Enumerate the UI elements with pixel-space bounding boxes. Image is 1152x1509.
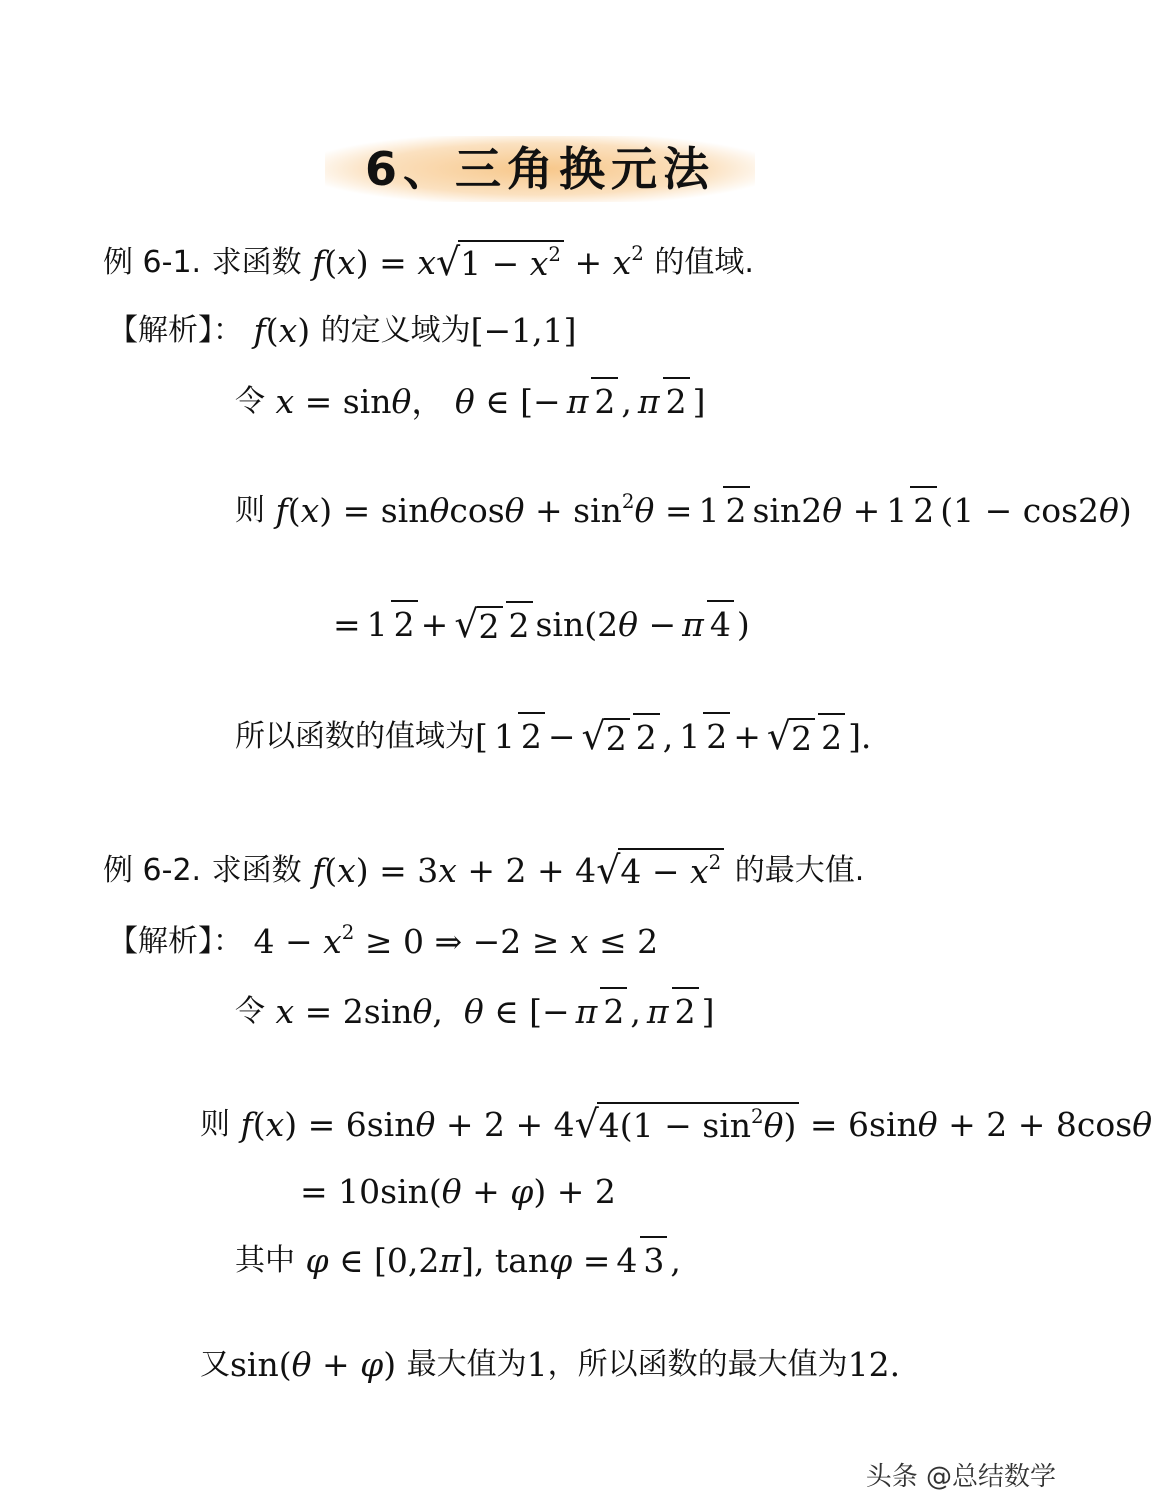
example-6-1-statement: 例 6-1. 求函数 f(x) = x $√1 - x^2$ + $x^2$ 的值域. [103,240,754,284]
example-label: 例 6-1. [103,244,202,280]
example-prompt: 求函数 [211,852,302,888]
example-prompt: 求函数 [211,244,302,280]
solution-6-1-line1: 【解析】： f(x) 的定义域为 [−1,1] [108,311,577,350]
solution-6-2-line1: 【解析】： $4 - x^2 \ge 0$ ⇒ −2 ≥ x ≤ 2 [108,921,659,961]
example-tail: 的最大值. [734,852,865,888]
solution-6-2-phi: 其中 φ ∈ [0,2π], tanφ = 4 3 , [235,1244,681,1277]
solution-6-1-substitution: 令 x = sinθ， θ ∈ [− π 2 , π 2 ] [235,385,705,418]
page-title: 6、三角换元法 [0,133,1080,199]
example-6-2-statement: 例 6-2. 求函数 f(x) = 3x + 2 + 4 $√4 - x^2$ 的最大值. [103,848,865,892]
solution-6-1-step1: 则 $f(x) = \sin\theta\cos\theta + \sin^2\theta$ = 1 2 sin2θ + 1 2 (1 − cos2θ) [235,494,1132,527]
example-label: 例 6-2. [103,852,202,888]
solution-6-1-step2: = 1 2 + √ 2 2 sin(2θ − π 4 ) [333,602,750,646]
solution-6-2-answer: 又 sin(θ + φ) 最大值为 1 ，所以函数的最大值为 12. [200,1345,901,1384]
solution-6-1-answer: 所以函数的值域为 [ 1 2 − √ 2 2 , 1 2 + √ 2 2 ]. [235,714,872,758]
solution-tag: 【解析】： [108,312,243,348]
example-tail: 的值域. [654,244,754,280]
solution-tag: 【解析】： [108,923,243,959]
solution-6-2-substitution: 令 x = 2sinθ, θ ∈ [− π 2 , π 2 ] [235,995,714,1028]
solution-6-2-step1: 则 f(x) = 6sinθ + 2 + 4 $√4(1 - \sin^2\theta)$ = 6sinθ + 2 + 8cosθ [200,1102,1152,1146]
watermark: 头条 @总结数学 [865,1462,1056,1492]
solution-6-2-step2: = 10sin(θ + φ) + 2 [300,1172,616,1211]
